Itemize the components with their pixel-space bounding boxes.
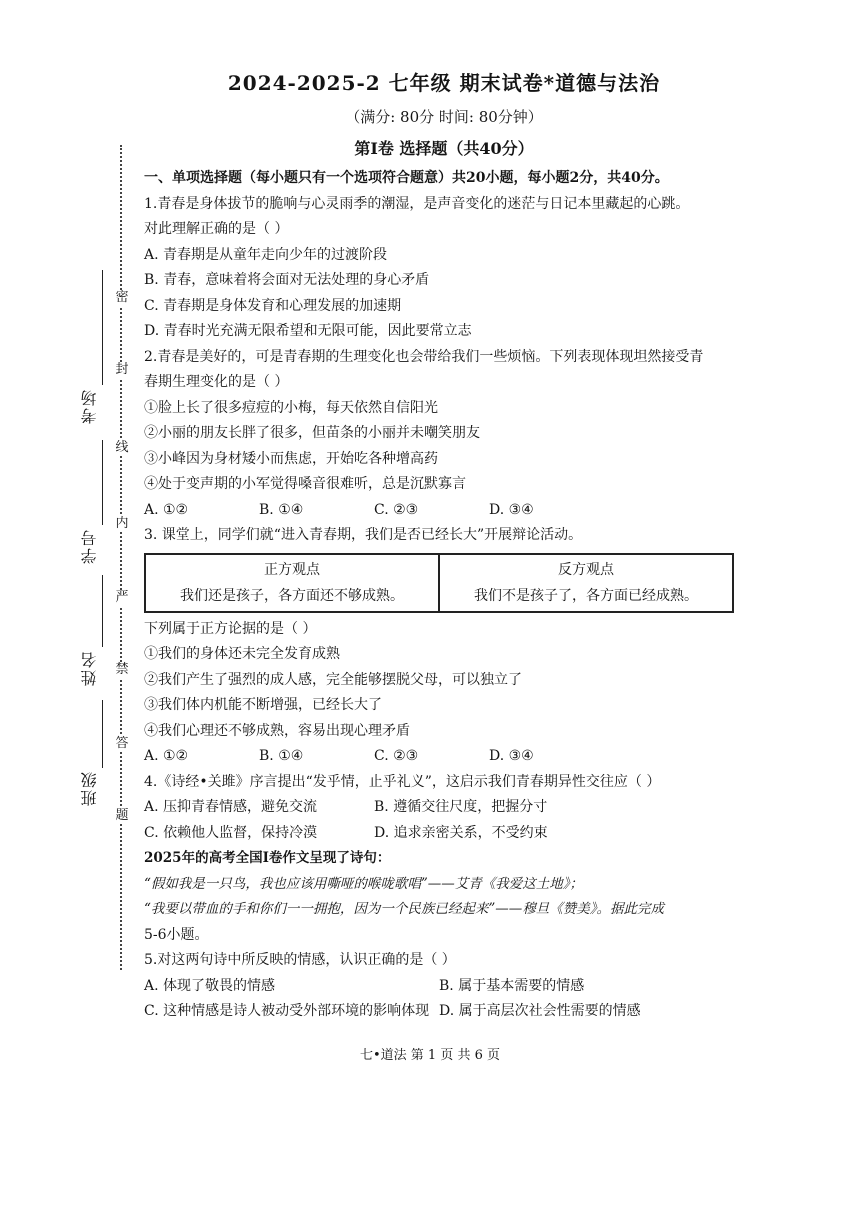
q2-option-c: C. ②③ bbox=[374, 501, 419, 518]
seal-dotted-line bbox=[120, 145, 122, 970]
q4-option-b: B. 遵循交往尺度，把握分寸 bbox=[374, 799, 548, 815]
debate-table bbox=[144, 553, 734, 613]
field-line-student-id[interactable] bbox=[102, 440, 103, 525]
field-label-name: 姓名 bbox=[80, 650, 99, 686]
part-title: 第Ⅰ卷 选择题（共40分） bbox=[354, 139, 534, 158]
q3-option-a: A. ①② bbox=[144, 748, 189, 764]
field-label-student-id: 学号 bbox=[80, 528, 99, 564]
q2-option-b: B. ①④ bbox=[259, 501, 304, 518]
section-heading: 一、单项选择题（每小题只有一个选项符合题意）共20小题，每小题2分，共40分。 bbox=[144, 170, 669, 186]
question-list bbox=[144, 166, 734, 1025]
q3-statement-2: ②我们产生了强烈的成人感，完全能够摆脱父母，可以独立了 bbox=[144, 671, 522, 688]
debate-pro-cell bbox=[145, 554, 439, 612]
q5-options-row2 bbox=[144, 999, 734, 1025]
q1-option-c: C. 青春期是身体发育和心理发展的加速期 bbox=[144, 297, 402, 314]
q1-stem-line2: 对此理解正确的是（ ） bbox=[144, 221, 289, 237]
q4-options-row1 bbox=[144, 795, 734, 821]
q2-statement-2: ②小丽的朋友长胖了很多，但苗条的小丽并未嘲笑朋友 bbox=[144, 425, 480, 441]
q4-option-a: A. 压抑青春情感，避免交流 bbox=[144, 799, 318, 815]
material-quote-1: “假如我是一只鸟，我也应该用嘶哑的喉咙歌唱”——艾青《我爱这土地》； bbox=[144, 875, 584, 892]
field-line-class[interactable] bbox=[102, 700, 103, 768]
debate-con-heading: 反方观点 bbox=[558, 561, 614, 578]
q3-option-b: B. ①④ bbox=[259, 748, 304, 764]
q5-option-c: C. 这种情感是诗人被动受外部环境的影响体现 bbox=[144, 1003, 430, 1019]
q2-options bbox=[144, 498, 734, 524]
seal-char: 线 bbox=[115, 440, 129, 455]
q1-option-b: B. 青春，意味着将会面对无法处理的身心矛盾 bbox=[144, 272, 430, 288]
seal-char: 内 bbox=[115, 516, 129, 531]
q2-stem-line2: 春期生理变化的是（ ） bbox=[144, 374, 289, 390]
debate-con-text: 我们不是孩子了，各方面已经成熟。 bbox=[474, 587, 698, 604]
seal-char: 答 bbox=[115, 736, 129, 751]
q4-option-d: D. 追求亲密关系，不受约束 bbox=[374, 824, 548, 841]
q5-option-a: A. 体现了敬畏的情感 bbox=[144, 977, 276, 994]
q4-option-c: C. 依赖他人监督，保持冷漠 bbox=[144, 824, 318, 841]
debate-con-cell bbox=[439, 554, 733, 612]
q3-statement-4: ④我们心理还不够成熟，容易出现心理矛盾 bbox=[144, 722, 410, 739]
q3-option-c: C. ②③ bbox=[374, 748, 419, 764]
binding-margin bbox=[0, 140, 135, 980]
q1-stem-line1: 1.青春是身体拔节的脆响与心灵雨季的潮湿，是声音变化的迷茫与日记本里藏起的心跳。 bbox=[144, 195, 690, 212]
seal-char: 禁 bbox=[115, 662, 129, 677]
field-line-name[interactable] bbox=[102, 575, 103, 647]
material-quote-2: “我要以带血的手和你们一一拥抱，因为一个民族已经起来”——穆旦《赞美》。据此完成 bbox=[144, 901, 665, 917]
exam-title: 2024-2025-2 七年级 期末试卷*道德与法治 bbox=[227, 71, 661, 95]
q3-option-d: D. ③④ bbox=[489, 748, 534, 764]
q2-option-a: A. ①② bbox=[144, 501, 189, 518]
field-label-class: 班级 bbox=[80, 770, 99, 806]
seal-char: 密 bbox=[115, 290, 129, 305]
debate-pro-text: 我们还是孩子，各方面还不够成熟。 bbox=[180, 587, 404, 604]
seal-char: 题 bbox=[115, 808, 129, 823]
page-footer: 七•道法 第 1 页 共 6 页 bbox=[359, 1048, 500, 1063]
q2-statement-4: ④处于变声期的小军觉得嗓音很难听，总是沉默寡言 bbox=[144, 476, 466, 492]
debate-pro-heading: 正方观点 bbox=[264, 561, 320, 578]
q2-statement-1: ①脸上长了很多痘痘的小梅，每天依然自信阳光 bbox=[144, 399, 438, 416]
q2-stem-line1: 2.青春是美好的，可是青春期的生理变化也会带给我们一些烦恼。下列表现体现坦然接受青 bbox=[144, 348, 704, 365]
q3-statement-1: ①我们的身体还未完全发育成熟 bbox=[144, 646, 340, 662]
field-label-exam-room: 考场 bbox=[80, 388, 99, 424]
q3-statement-3: ③我们体内机能不断增强，已经长大了 bbox=[144, 697, 382, 713]
field-line-exam-room[interactable] bbox=[102, 270, 103, 385]
q3-ask: 下列属于正方论据的是（ ） bbox=[144, 620, 317, 637]
seal-char: 封 bbox=[115, 362, 129, 377]
q4-options-row2 bbox=[144, 821, 734, 847]
q1-option-d: D. 青春时光充满无限希望和无限可能，因此要常立志 bbox=[144, 323, 472, 339]
q5-option-b: B. 属于基本需要的情感 bbox=[439, 977, 585, 994]
q5-options-row1 bbox=[144, 974, 734, 1000]
seal-char: 严 bbox=[115, 590, 129, 605]
material-intro: 2025年的高考全国Ⅰ卷作文呈现了诗句： bbox=[144, 850, 391, 866]
q4-stem: 4.《诗经•关雎》序言提出“发乎情，止乎礼义”，这启示我们青春期异性交往应（ ） bbox=[144, 773, 661, 790]
exam-subtitle: （满分: 80分 时间: 80分钟） bbox=[345, 108, 543, 126]
q1-option-a: A. 青春期是从童年走向少年的过渡阶段 bbox=[144, 246, 388, 263]
q5-option-d: D. 属于高层次社会性需要的情感 bbox=[439, 1003, 641, 1019]
q5-stem: 5.对这两句诗中所反映的情感，认识正确的是（ ） bbox=[144, 952, 456, 968]
q2-statement-3: ③小峰因为身材矮小而焦虑，开始吃各种增高药 bbox=[144, 450, 438, 467]
q3-options bbox=[144, 744, 734, 770]
q2-option-d: D. ③④ bbox=[489, 501, 534, 518]
material-tail: 5-6小题。 bbox=[144, 926, 209, 943]
q3-stem: 3. 课堂上，同学们就“进入青春期，我们是否已经长大”开展辩论活动。 bbox=[144, 527, 583, 543]
